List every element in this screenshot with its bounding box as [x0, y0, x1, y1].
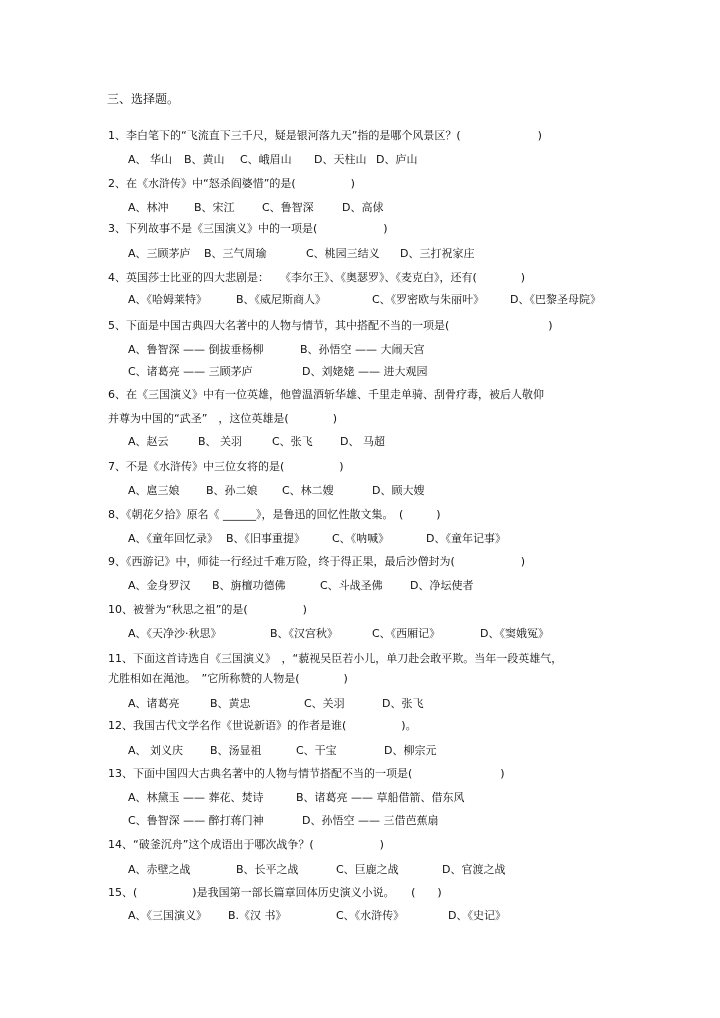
options-row	[128, 152, 680, 168]
options-row	[128, 364, 680, 380]
question-text: 15、( )是我国第一部长篇章回体历史演义小说。 ( )	[108, 886, 442, 899]
options-row	[128, 696, 680, 712]
answer-option: A、《三国演义》	[128, 909, 208, 922]
question-text: 10、被誉为“秋思之祖”的是( )	[108, 603, 307, 616]
answer-option: B、黄忠	[210, 697, 251, 710]
answer-option: C、斗战圣佛	[320, 579, 383, 592]
section-title: 三、选择题。	[107, 92, 180, 106]
answer-option: C、《呐喊》	[332, 532, 390, 545]
answer-option: C、巨鹿之战	[336, 863, 399, 876]
answer-option: B、《汉宫秋》	[270, 627, 339, 640]
answer-option: D、官渡之战	[442, 863, 506, 876]
question-text: 11、下面这首诗选自《三国演义》 ，“藐视吴臣若小儿，单刀赴会敢平欺。当年一段英雄气，	[108, 652, 563, 665]
answer-option: D、《巴黎圣母院》	[510, 293, 601, 306]
answer-option: C、干宝	[296, 744, 337, 757]
answer-option: C、鲁智深	[262, 201, 314, 214]
answer-option: A、林黛玉 —— 葬花、焚诗	[128, 791, 264, 804]
answer-option: A、金身罗汉	[128, 579, 191, 592]
question-text: 尤胜相如在渑池。 ”它所称赞的人物是( )	[108, 672, 348, 685]
answer-option: D、张飞	[382, 697, 424, 710]
options-row	[128, 790, 680, 806]
answer-option: C、《水浒传》	[336, 909, 405, 922]
answer-option: A、扈三娘	[128, 484, 180, 497]
answer-option: B、孙悟空 —— 大闹天宫	[300, 343, 425, 356]
question-text: 2、在《水浒传》中“怒杀阎婆惜”的是( )	[108, 177, 355, 190]
question-text: 9、《西游记》中，师徒一行经过千难万险，终于得正果，最后沙僧封为( )	[108, 555, 526, 568]
answer-option: A、赵云	[128, 435, 169, 448]
answer-option: D、刘姥姥 —— 进大观园	[302, 365, 428, 378]
options-row	[128, 743, 680, 759]
options-row	[128, 342, 680, 358]
answer-option: B、宋江	[194, 201, 235, 214]
answer-option: C、关羽	[304, 697, 345, 710]
answer-option: B、长平之战	[236, 863, 299, 876]
answer-option: D、《窦娥冤》	[480, 627, 549, 640]
answer-option: D、三打祝家庄	[400, 247, 475, 260]
answer-option: A、三顾茅庐	[128, 247, 191, 260]
options-row	[128, 531, 680, 547]
answer-option: D、《史记》	[448, 909, 506, 922]
answer-option: B、孙二娘	[206, 484, 258, 497]
question-text: 12、我国古代文学名作《世说新语》的作者是谁( )。	[108, 719, 417, 732]
question-text: 7、不是《水浒传》中三位女将的是( )	[108, 460, 344, 473]
question-text: 4、英国莎士比亚的四大悲剧是： 《李尔王》、《奥瑟罗》、《麦克白》，还有( )	[108, 271, 526, 284]
answer-option: C、《罗密欧与朱丽叶》	[372, 293, 485, 306]
answer-option: B、三气周瑜	[204, 247, 267, 260]
options-row	[128, 813, 680, 829]
question-text: 13、下面中国四大古典名著中的人物与情节搭配不当的一项是( )	[108, 767, 505, 780]
options-row	[128, 200, 680, 216]
options-row	[128, 908, 680, 924]
answer-option: C、张飞	[272, 435, 313, 448]
answer-option: D、庐山	[376, 153, 418, 166]
question-text: 8、《朝花夕拾》原名《 ______》，是鲁迅的回忆性散文集。 ( )	[108, 508, 441, 521]
answer-option: A、 刘义庆	[128, 744, 184, 757]
answer-option: C、桃园三结义	[306, 247, 380, 260]
answer-option: A、诸葛亮	[128, 697, 180, 710]
answer-option: A、赤壁之战	[128, 863, 191, 876]
answer-option: C、鲁智深 —— 醉打蒋门神	[128, 814, 264, 827]
options-row	[128, 483, 680, 499]
question-text: 5、下面是中国古典四大名著中的人物与情节，其中搭配不当的一项是( )	[108, 319, 553, 332]
answer-option: B、《旧事重提》	[226, 532, 306, 545]
question-text: 并尊为中国的“武圣” ，这位英雄是( )	[108, 412, 337, 425]
answer-option: D、 马超	[340, 435, 385, 448]
answer-option: D、孙悟空 —— 三借芭蕉扇	[302, 814, 439, 827]
question-text: 14、“破釜沉舟”这个成语出于哪次战争？( )	[108, 838, 384, 851]
answer-option: D、天柱山	[314, 153, 367, 166]
answer-option: B、汤显祖	[210, 744, 262, 757]
answer-option: A、《童年回忆录》	[128, 532, 219, 545]
options-row	[128, 862, 680, 878]
answer-option: B、《威尼斯商人》	[236, 293, 327, 306]
options-row	[128, 578, 680, 594]
answer-option: A、《天净沙·秋思》	[128, 627, 222, 640]
answer-option: D、《童年记事》	[426, 532, 506, 545]
answer-option: C、林二嫂	[282, 484, 334, 497]
answer-option: B.《汉 书》	[228, 909, 287, 922]
options-row	[128, 626, 680, 642]
answer-option: A、林冲	[128, 201, 169, 214]
answer-option: B、 关羽	[198, 435, 243, 448]
question-text: 1、李白笔下的“飞流直下三千尺，疑是银河落九天”指的是哪个风景区？( )	[108, 129, 542, 142]
answer-option: D、高俅	[342, 201, 384, 214]
answer-option: D、净坛使者	[410, 579, 474, 592]
answer-option: A、《哈姆莱特》	[128, 293, 208, 306]
question-text: 6、在《三国演义》中有一位英雄，他曾温酒斩华雄、千里走单骑、刮骨疗毒，被后人敬仰	[108, 388, 544, 401]
answer-option: B、黄山	[184, 153, 225, 166]
answer-option: B、旃檀功德佛	[212, 579, 286, 592]
options-row	[128, 434, 680, 450]
answer-option: B、诸葛亮 —— 草船借箭、借东风	[296, 791, 465, 804]
answer-option: D、柳宗元	[384, 744, 437, 757]
answer-option: D、顾大嫂	[372, 484, 425, 497]
answer-option: A、鲁智深 —— 倒拔垂杨柳	[128, 343, 264, 356]
question-text: 3、下列故事不是《三国演义》中的一项是( )	[108, 222, 388, 235]
options-row	[128, 292, 680, 308]
answer-option: C、《西厢记》	[372, 627, 441, 640]
answer-option: A、 华山	[128, 153, 173, 166]
answer-option: C、诸葛亮 —— 三顾茅庐	[128, 365, 253, 378]
answer-option: C、峨眉山	[240, 153, 292, 166]
options-row	[128, 246, 680, 262]
